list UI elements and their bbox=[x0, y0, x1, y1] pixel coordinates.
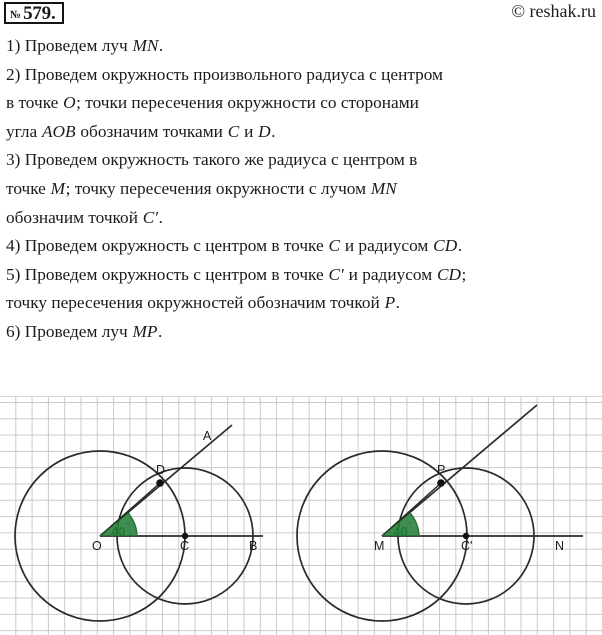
figure-svg bbox=[0, 397, 602, 635]
solution-line-10: точку пересечения окружностей обозначим точкой P. bbox=[6, 293, 400, 313]
label-m: M bbox=[374, 539, 385, 553]
left-diagram bbox=[15, 425, 263, 621]
page-header bbox=[0, 0, 602, 30]
label-b: B bbox=[249, 539, 258, 553]
label-c-prime: C' bbox=[461, 539, 473, 553]
solution-line-11: 6) Проведем луч MP. bbox=[6, 321, 163, 341]
point-d bbox=[156, 479, 164, 487]
right-diagram bbox=[297, 405, 583, 621]
solution-line-8: 4) Проведем окружность с центром в точке C и радиусом CD. bbox=[6, 236, 463, 256]
label-angle-left-degree: ° bbox=[126, 521, 130, 530]
solution-line-6: точке M; точку пересечения окружности с лучом MN bbox=[6, 178, 397, 198]
ray-mp bbox=[382, 405, 537, 536]
label-angle-right-degree: ° bbox=[408, 521, 412, 530]
solution-line-5: 3) Проведем окружность такого же радиуса с центром в bbox=[6, 150, 418, 170]
site-watermark: © reshak.ru bbox=[511, 1, 596, 21]
label-d: D bbox=[156, 463, 166, 477]
solution-line-2: 2) Проведем окружность произвольного радиуса с центром bbox=[6, 64, 443, 84]
solution-line-1: 1) Проведем луч MN. bbox=[6, 36, 164, 55]
geometry-figure bbox=[0, 396, 602, 635]
solution-line-4: угла AOB обозначим точками C и D. bbox=[6, 121, 276, 141]
solution-steps bbox=[6, 32, 596, 347]
label-angle-right: 40 bbox=[393, 524, 408, 539]
label-a: A bbox=[203, 429, 212, 443]
label-o: O bbox=[92, 539, 102, 553]
solution-line-7: обозначим точкой C′. bbox=[6, 207, 163, 227]
task-number: 579. bbox=[23, 3, 56, 24]
label-n: N bbox=[555, 539, 565, 553]
point-p bbox=[437, 479, 445, 487]
label-angle-left: 40 bbox=[111, 524, 126, 539]
label-p: P bbox=[437, 463, 446, 477]
numero-sign: № bbox=[10, 9, 22, 21]
task-number-badge bbox=[4, 2, 64, 24]
solution-line-3: в точке O; точки пересечения окружности со сторонами bbox=[6, 93, 419, 113]
label-c: C bbox=[180, 539, 190, 553]
solution-line-9: 5) Проведем окружность с центром в точке C′ и радиусом CD; bbox=[6, 264, 467, 284]
